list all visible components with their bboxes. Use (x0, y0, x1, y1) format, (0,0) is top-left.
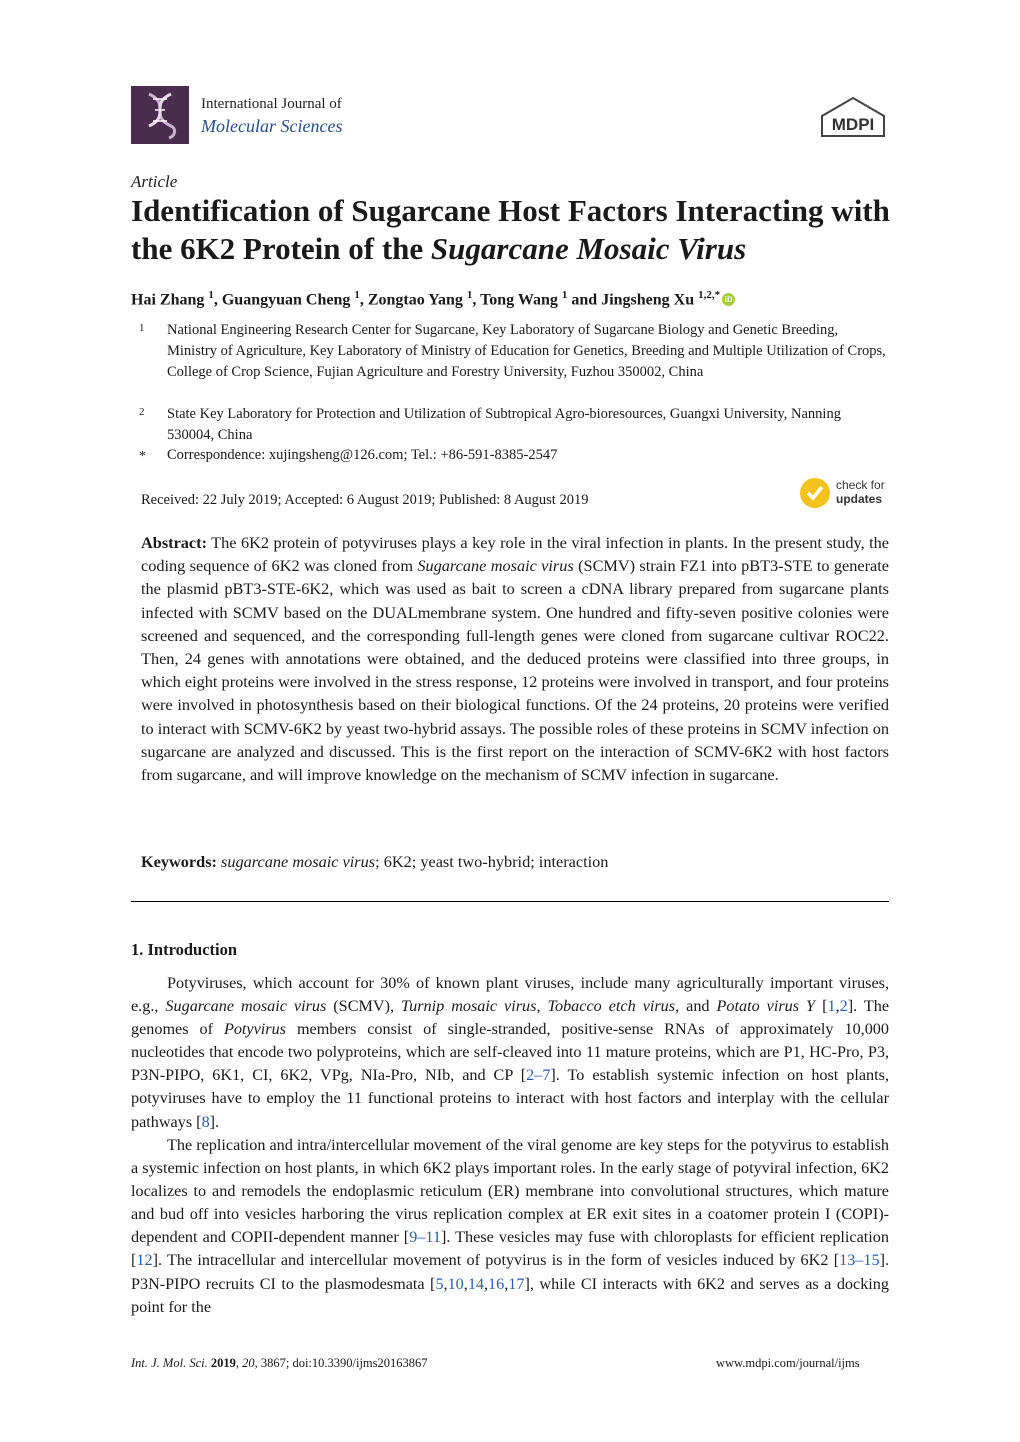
abstract (141, 531, 889, 786)
dna-helix-icon (131, 86, 189, 144)
citation-link[interactable]: 16 (488, 1274, 505, 1293)
title-text: Identification of Sugarcane Host Factors Interacting with the 6K2 Protein of the (131, 193, 890, 266)
divider (131, 901, 889, 902)
author-name: Jingsheng Xu (601, 291, 695, 309)
article-type: Article (131, 172, 178, 191)
body-text: ]. (209, 1112, 220, 1131)
article-title (131, 192, 891, 268)
citation-link[interactable]: 14 (467, 1274, 484, 1293)
body-text: ], while CI interacts with 6K2 and serves as a docking point for the (131, 1274, 889, 1316)
footer-citation: Int. J. Mol. Sci. 2019, 20, 3867; doi:10.3390/ijms20163867 (131, 1356, 428, 1370)
title-italic: Sugarcane Mosaic Virus (430, 231, 747, 266)
author-affil-mark: 1 (561, 289, 568, 301)
author-affil-mark: 1 (466, 289, 473, 301)
affiliation-number: 2 (139, 406, 145, 418)
abstract-text: (SCMV) strain FZ1 into pBT3-STE to generate the plasmid pBT3-STE-6K2, which was used as bait to screen a cDNA library prepared from sugarcane plants infected with SCMV based on the DUALmembrane system. One hundred and fifty-seven positive colonies were screened and sequenced, and the corresponding full-length genes were cloned from sugarcane cultivar ROC22. Then, 24 genes with annotations were obtained, and the deduced proteins were classified into three groups, in which eight proteins were involved in the stress response, 12 proteins were involved in transport, and four proteins were involved in photosynthesis based on their biological functions. Of the 24 proteins, 20 proteins were verified to interact with SCMV-6K2 by yeast two-hybrid assays. The possible roles of these proteins in SCMV infection on sugarcane are analyzed and discussed. This is the first report on the interaction of SCMV-6K2 with host factors from sugarcane, and will improve knowledge on the mechanism of SCMV infection in sugarcane. (141, 556, 890, 785)
affiliation-1 (131, 320, 891, 404)
author-affil-mark: 1 (354, 289, 360, 301)
author-name: Tong Wang (480, 291, 558, 309)
citation-link[interactable]: 2 (839, 997, 848, 1016)
body-text: ]. To establish systemic infection on host plants, potyviruses have to employ the 11 functional proteins to interact with host factors and interplay with the cellular pathways [ (131, 1066, 889, 1131)
footer-doi: , 3867; doi:10.3390/ijms20163867 (254, 1356, 428, 1370)
publication-dates: Received: 22 July 2019; Accepted: 6 August 2019; Published: 8 August 2019 (141, 492, 589, 508)
species-name: Turnip mosaic virus (401, 997, 537, 1016)
body-text: members consist of single-stranded, positive-sense RNAs of approximately 10,000 nucleotides that encode two polyproteins, which are self-cleaved into 11 mature proteins, which are P1, HC-Pro, P3, P3N-PIPO, 6K1, CI, 6K2, VPg, NIa-Pro, NIb, and CP [ (131, 1020, 889, 1085)
species-name: Potato virus Y (716, 997, 816, 1016)
genus-name: Potyvirus (223, 1020, 286, 1039)
author-affil-mark: 1 (208, 289, 214, 301)
body-text: , (504, 1274, 509, 1293)
keywords (141, 852, 889, 872)
affiliation-2 (131, 404, 891, 446)
publisher-logo (818, 96, 888, 140)
author-name: Guangyuan Cheng (221, 291, 351, 309)
footer-year: 2019 (210, 1356, 236, 1370)
check-for-updates-badge[interactable] (800, 476, 895, 512)
citation-link[interactable]: 17 (508, 1274, 525, 1293)
body-text: The replication and intra/intercellular movement of the viral genome are key steps for the potyvirus to establish a systemic infection on host plants, in which 6K2 plays important roles. In the early stage of potyviral infection, 6K2 localizes to and remodels the endoplasmic reticulum (ER) membrane into convolutional structures, which mature and bud off into vesicles harboring the virus replication complex at ER exit sites in a coatomer protein I (COPI)-dependent and COPII-dependent manner [ (131, 1136, 889, 1247)
footer-url[interactable]: www.mdpi.com/journal/ijms (716, 1356, 860, 1370)
section-heading: 1. Introduction (131, 940, 238, 959)
abstract-label: Abstract: (141, 533, 208, 552)
citation-link[interactable]: 10 (447, 1274, 464, 1293)
affiliation-text: State Key Laboratory for Protection and Utilization of Subtropical Agro-bioresources, Guangxi University, Nanning 530004, China (167, 406, 841, 443)
affiliation-text: Correspondence: xujingsheng@126.com; Tel.: +86-591-8385-2547 (167, 447, 558, 463)
body-text: ]. The genomes of (131, 997, 889, 1039)
citation-link[interactable]: 8 (201, 1112, 210, 1131)
citation-link[interactable]: 13–15 (839, 1251, 880, 1270)
keywords-text: ; 6K2; yeast two-hybrid; interaction (375, 852, 609, 871)
body-text: , (443, 1274, 448, 1293)
author-separator: , (213, 291, 222, 309)
affiliation-number: 1 (139, 322, 145, 334)
body-text: , (463, 1274, 468, 1293)
citation-link[interactable]: 12 (136, 1251, 153, 1270)
publisher-name: MDPI (831, 115, 875, 134)
body-text: , and (675, 997, 717, 1016)
author-separator: , (359, 291, 368, 309)
checkmark-icon (800, 478, 830, 508)
journal-logo (131, 86, 189, 144)
intro-paragraph-2 (131, 1134, 889, 1319)
species-name: Sugarcane mosaic virus (165, 997, 327, 1016)
abstract-italic: Sugarcane mosaic virus (417, 556, 574, 576)
body-text: ]. P3N-PIPO recruits CI to the plasmodesmata [ (131, 1251, 889, 1293)
citation-link[interactable]: 5 (435, 1274, 444, 1293)
species-name: Tobacco etch virus (547, 997, 676, 1016)
citation-link[interactable]: 1 (827, 997, 836, 1016)
author-list (131, 289, 891, 309)
body-text: ]. The intracellular and intercellular movement of potyvirus is in the form of vesicles induced by 6K2 [ (152, 1251, 840, 1270)
body-text: [ (815, 997, 828, 1016)
footer-volume: 20 (242, 1356, 255, 1370)
check-for-label: check for (836, 478, 885, 492)
affiliation-number: * (139, 449, 146, 464)
updates-label: updates (836, 492, 883, 506)
author-name: Hai Zhang (131, 291, 205, 309)
correspondence (131, 445, 891, 466)
abstract-text: The 6K2 protein of potyviruses plays a key role in the viral infection in plants. In the present study, the coding sequence of 6K2 was cloned from (141, 533, 889, 576)
body-text: , (484, 1274, 489, 1293)
journal-name-line2: Molecular Sciences (201, 116, 343, 136)
journal-name-line1: International Journal of (201, 96, 342, 112)
author-affil-mark: 1,2,* (698, 289, 721, 301)
intro-paragraph-1 (131, 972, 889, 1134)
citation-link[interactable]: 2–7 (526, 1066, 551, 1085)
affiliation-text: National Engineering Research Center for Sugarcane, Key Laboratory of Sugarcane Biology and Genetic Breeding, Ministry of Agriculture, Key Laboratory of Ministry of Education for Genetics, Breeding and Multiple Utilization of Crops, College of Crop Science, Fujian Agriculture and Forestry University, Fuzhou 350002, China (167, 322, 886, 380)
author-separator: , (472, 291, 481, 309)
journal-abbreviation: Int. J. Mol. Sci. (131, 1356, 208, 1370)
body-text: , (835, 997, 840, 1016)
keyword-italic: sugarcane mosaic virus (221, 852, 376, 871)
body-text: Potyviruses, which account for 30% of known plant viruses, include many agriculturally important viruses, e.g., (131, 974, 889, 1016)
orcid-icon[interactable]: iD (722, 293, 735, 306)
author-name: Zongtao Yang (367, 291, 463, 309)
body-text: (SCMV), (326, 997, 402, 1016)
body-text: ]. These vesicles may fuse with chloroplasts for efficient replication [ (131, 1228, 889, 1270)
author-separator: and (567, 291, 602, 309)
keywords-label: Keywords: (141, 852, 217, 871)
body-text: , (536, 997, 548, 1016)
citation-link[interactable]: 9–11 (409, 1228, 441, 1247)
